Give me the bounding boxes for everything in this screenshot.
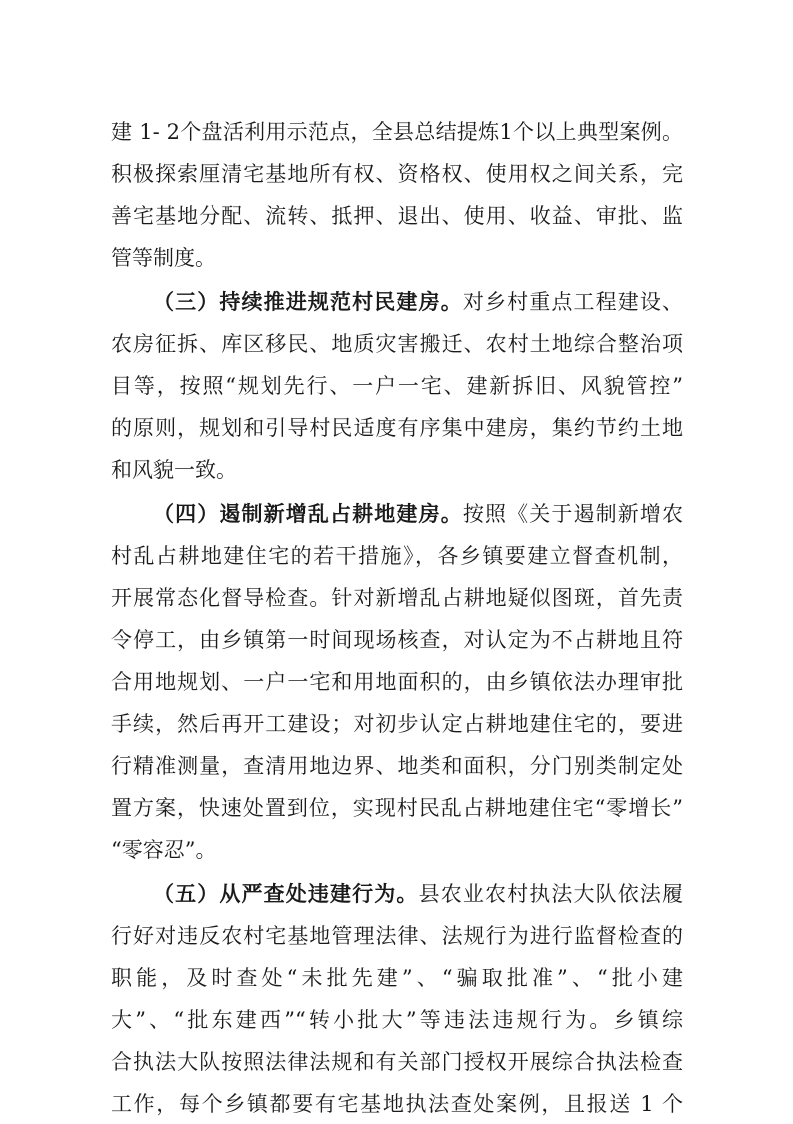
text-line: 合执法大队按照法律法规和有关部门授权开展综合执法检查: [111, 1050, 683, 1074]
text-line: 的原则，规划和引导村民适度有序集中建房，集约节约土地: [111, 416, 683, 440]
section-4-first-line-text: 按照《关于遏制新增农: [462, 502, 683, 526]
section-4-first-line: [153, 494, 683, 534]
text-line: 工作，每个乡镇都要有宅基地执法查处案例，且报送 1 个: [111, 1092, 683, 1116]
text-line: 大”、“批东建西”“转小批大”等违法违规行为。乡镇综: [111, 1008, 683, 1032]
text-line: 开展常态化督导检查。针对新增乱占耕地疑似图斑，首先责: [111, 586, 683, 610]
text-line: 行好对违反农村宅基地管理法律、法规行为进行监督检查的: [111, 924, 683, 948]
text-line: 行精准测量，查清用地边界、地类和面积，分门别类制定处: [111, 754, 683, 778]
text-line: 合用地规划、一户一宅和用地面积的，由乡镇依法办理审批: [111, 670, 683, 694]
text-line: 村乱占耕地建住宅的若干措施》，各乡镇要建立督查机制，: [111, 544, 683, 568]
text-line: 建 1- 2个盘活利用示范点，全县总结提炼1个以上典型案例。: [111, 120, 683, 144]
text-line: 手续，然后再开工建设；对初步认定占耕地建住宅的，要进: [111, 712, 683, 736]
text-line: 农房征拆、库区移民、地质灾害搬迁、农村土地综合整治项: [111, 332, 683, 356]
text-line: 积极探索厘清宅基地所有权、资格权、使用权之间关系，完: [111, 162, 683, 186]
section-5-first-line-text: 县农业农村执法大队依法履: [418, 882, 683, 906]
text-line: 管等制度。: [111, 246, 216, 270]
text-line: 置方案，快速处置到位，实现村民乱占耕地建住宅“零增长”: [111, 796, 683, 820]
text-line: 职能，及时查处“未批先建”、“骗取批准”、“批小建: [111, 966, 683, 990]
text-line: “零容忍”。: [111, 838, 217, 862]
section-5-heading: （五）从严查处违建行为。: [153, 881, 419, 906]
section-3-first-line-text: 对乡村重点工程建设、: [462, 290, 683, 314]
text-line: 目等，按照“规划先行、一户一宅、建新拆旧、风貌管控”: [111, 374, 683, 398]
section-5-first-line: [153, 874, 683, 914]
section-4-heading: （四）遏制新增乱占耕地建房。: [153, 501, 463, 526]
section-3-heading: （三）持续推进规范村民建房。: [153, 289, 463, 314]
section-3-first-line: [153, 282, 683, 322]
text-line: 令停工，由乡镇第一时间现场核查，对认定为不占耕地且符: [111, 628, 683, 652]
text-line: 善宅基地分配、流转、抵押、退出、使用、收益、审批、监: [111, 204, 683, 228]
text-line: 和风貌一致。: [111, 458, 237, 482]
